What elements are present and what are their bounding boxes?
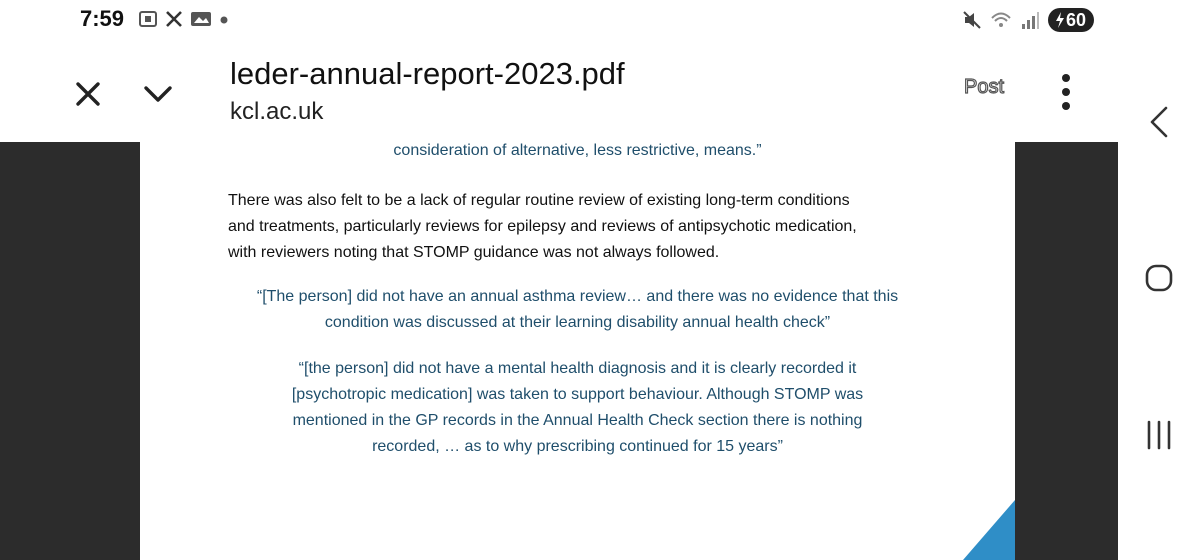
system-icons	[962, 8, 1094, 32]
file-title: leder-annual-report-2023.pdf	[230, 56, 625, 91]
back-icon	[1144, 104, 1174, 140]
mute-icon	[962, 10, 982, 30]
quote-line: “[The person] did not have an annual asthma review… and there was no evidence that this	[256, 288, 899, 305]
more-vert-icon	[1056, 72, 1076, 112]
recents-icon	[1144, 420, 1174, 450]
source-domain: kcl.ac.uk	[230, 98, 324, 125]
quote-stomp	[140, 356, 1015, 460]
battery-level: 60	[1066, 9, 1087, 30]
post-button[interactable]: Post	[964, 76, 1005, 98]
quote-asthma	[140, 284, 1015, 336]
page-corner-decoration	[963, 500, 1015, 560]
wifi-icon	[990, 10, 1012, 30]
status-bar	[0, 0, 1118, 42]
status-time: 7:59	[80, 6, 125, 31]
notification-dot-icon	[218, 9, 230, 29]
body-paragraph	[228, 188, 928, 266]
quote-line: condition was discussed at their learning disability annual health check”	[324, 314, 831, 331]
recents-button[interactable]	[1144, 420, 1174, 450]
quote-line: recorded, … as to why prescribing continued for 15 years”	[372, 438, 783, 455]
paragraph-line: with reviewers noting that STOMP guidance was not always followed.	[228, 244, 720, 261]
quote-line: [psychotropic medication] was taken to support behaviour. Although STOMP was	[291, 386, 864, 403]
screenshot-icon	[138, 9, 158, 29]
back-button[interactable]	[1144, 104, 1174, 140]
battery-charging-icon	[1054, 11, 1066, 29]
quote-line: mentioned in the GP records in the Annual Health Check section there is nothing	[292, 412, 863, 429]
home-button[interactable]	[1144, 262, 1174, 294]
quote-top	[140, 142, 1015, 164]
battery-indicator	[1048, 8, 1094, 32]
notification-icons	[138, 8, 230, 30]
more-options-button[interactable]	[1056, 72, 1076, 112]
signal-icon	[1020, 10, 1040, 30]
chevron-down-icon	[140, 76, 176, 112]
quote-line: “[the person] did not have a mental health diagnosis and it is clearly recorded it	[298, 360, 857, 377]
close-icon	[70, 76, 106, 112]
close-button[interactable]	[70, 76, 106, 112]
gallery-icon	[190, 9, 212, 29]
paragraph-line: There was also felt to be a lack of regular routine review of existing long-term conditions	[228, 192, 850, 209]
quote-line: consideration of alternative, less restrictive, means.”	[393, 142, 762, 159]
collapse-button[interactable]	[140, 76, 176, 112]
pdf-viewer-toolbar	[0, 42, 1118, 142]
x-logo-icon	[164, 9, 184, 29]
paragraph-line: and treatments, particularly reviews for epilepsy and reviews of antipsychotic medication,	[228, 218, 857, 235]
home-icon	[1144, 262, 1174, 294]
pdf-page[interactable]	[140, 142, 1015, 560]
